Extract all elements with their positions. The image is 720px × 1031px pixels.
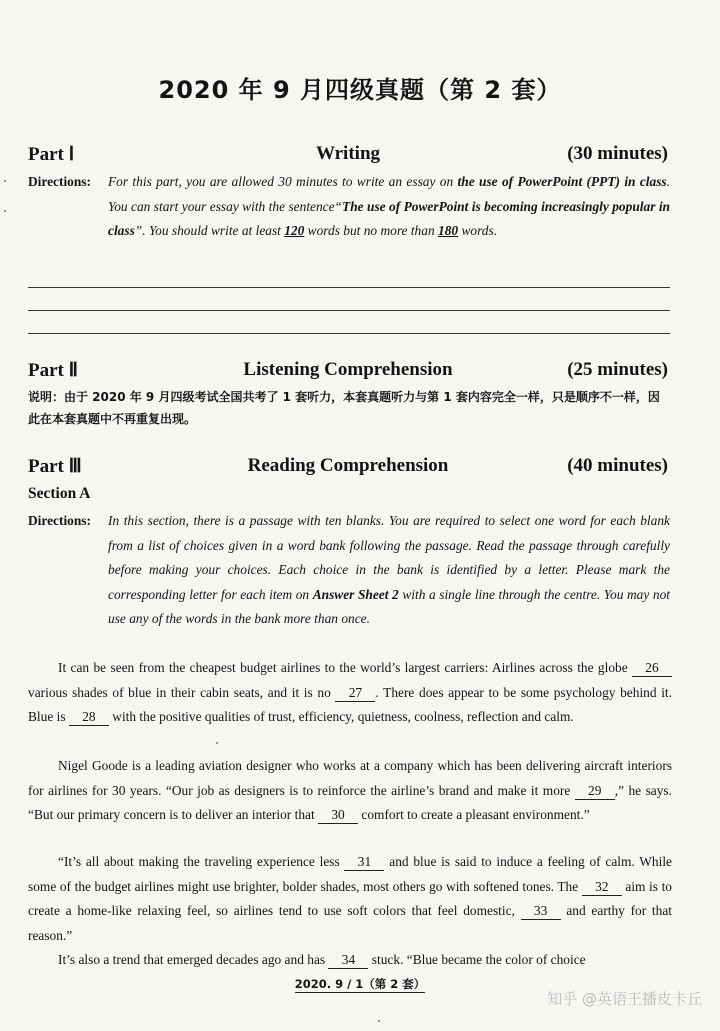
writing-line (28, 287, 670, 288)
part1-directions (28, 170, 670, 244)
part2-label: Part Ⅱ (28, 360, 78, 381)
passage-paragraph: “It’s all about making the traveling experience less 31 and blue is said to induce a feeling of calm. While some of the budget airlines might use brighter, bolder shades, most others go with softened tones. The 32 aim is to create a home-like relaxing feel, so airlines tend to use soft colors that feel domestic, 33 and earthy for that reason.” (28, 854, 673, 943)
blank-32: 32 (582, 879, 622, 896)
part3-time: (40 minutes) (567, 455, 668, 476)
part3-header (28, 455, 668, 481)
part1-time: (30 minutes) (567, 143, 668, 164)
passage-paragraph: It can be seen from the cheapest budget airlines to the world’s largest carriers: Airlines across the globe 26 various shades of blue in their cabin seats, and it is no 27 . There does appear to be some psychology behind it. Blue is 28 with the positive qualities of trust, efficiency, quietness, coolness, reflection and calm. (28, 660, 672, 724)
part2-name: Listening Comprehension (243, 359, 453, 380)
watermark: 知乎 @英语王播皮卡丘 (547, 990, 702, 1008)
part3-label: Part Ⅲ (28, 456, 82, 477)
blank-34: 34 (328, 952, 368, 969)
part3-directions (28, 509, 670, 632)
blank-28: 28 (69, 709, 109, 726)
blank-29: 29 (575, 783, 615, 800)
directions-label: Directions: (28, 513, 91, 528)
page-title: 2020 年 9 月四级真题（第 2 套） (158, 76, 562, 104)
part1-header (28, 143, 668, 169)
directions-text: For this part, you are allowed 30 minutes to write an essay on the use of PowerPoint (PPT) in class. You can start your essay with the sentence“The use of PowerPoint is becoming increasingly popular in class”. You should write at least 120 words but no more than 180 words. (108, 174, 670, 238)
writing-line (28, 333, 670, 334)
passage-paragraph: Nigel Goode is a leading aviation designer who works at a company which has been delivering aircraft interiors for airlines for 30 years. “Our job as designers is to reinforce the airline’s brand and make it more 29 ,” he says. “But our primary concern is to deliver an interior that 30 comfort to create a pleasant environment.” (28, 758, 672, 822)
part1-label: Part Ⅰ (28, 144, 75, 165)
directions-text: In this section, there is a passage with ten blanks. You are required to select one word for each blank from a list of choices given in a word bank following the passage. Read the passage through carefully before making your choices. Each choice in the bank is identified by a letter. Please mark the corresponding letter for each item on Answer Sheet 2 with a single line through the centre. You may not use any of the words in the bank more than once. (108, 513, 670, 626)
directions-label: Directions: (28, 174, 91, 189)
writing-line (28, 310, 670, 311)
blank-31: 31 (344, 854, 384, 871)
scan-mark (4, 210, 6, 212)
blank-30: 30 (318, 807, 358, 824)
blank-26: 26 (632, 660, 672, 677)
part2-time: (25 minutes) (567, 359, 668, 380)
passage-paragraph: It’s also a trend that emerged decades ago and has 34 stuck. “Blue became the color of choice (58, 952, 586, 967)
listening-note: 说明：由于 2020 年 9 月四级考试全国共考了 1 套听力，本套真题听力与第 1 套内容完全一样，只是顺序不一样，因此在本套真题中不再重复出现。 (28, 390, 660, 426)
scan-mark (378, 1020, 380, 1022)
scan-mark (4, 180, 6, 182)
page-footer: 2020. 9 / 1（第 2 套） (294, 977, 426, 991)
section-a-heading: Section A (28, 485, 91, 502)
blank-27: 27 (335, 685, 375, 702)
part3-name: Reading Comprehension (247, 455, 449, 476)
part1-name: Writing (315, 143, 381, 164)
part2-header (28, 359, 668, 385)
scan-mark (216, 742, 218, 744)
blank-33: 33 (521, 903, 561, 920)
